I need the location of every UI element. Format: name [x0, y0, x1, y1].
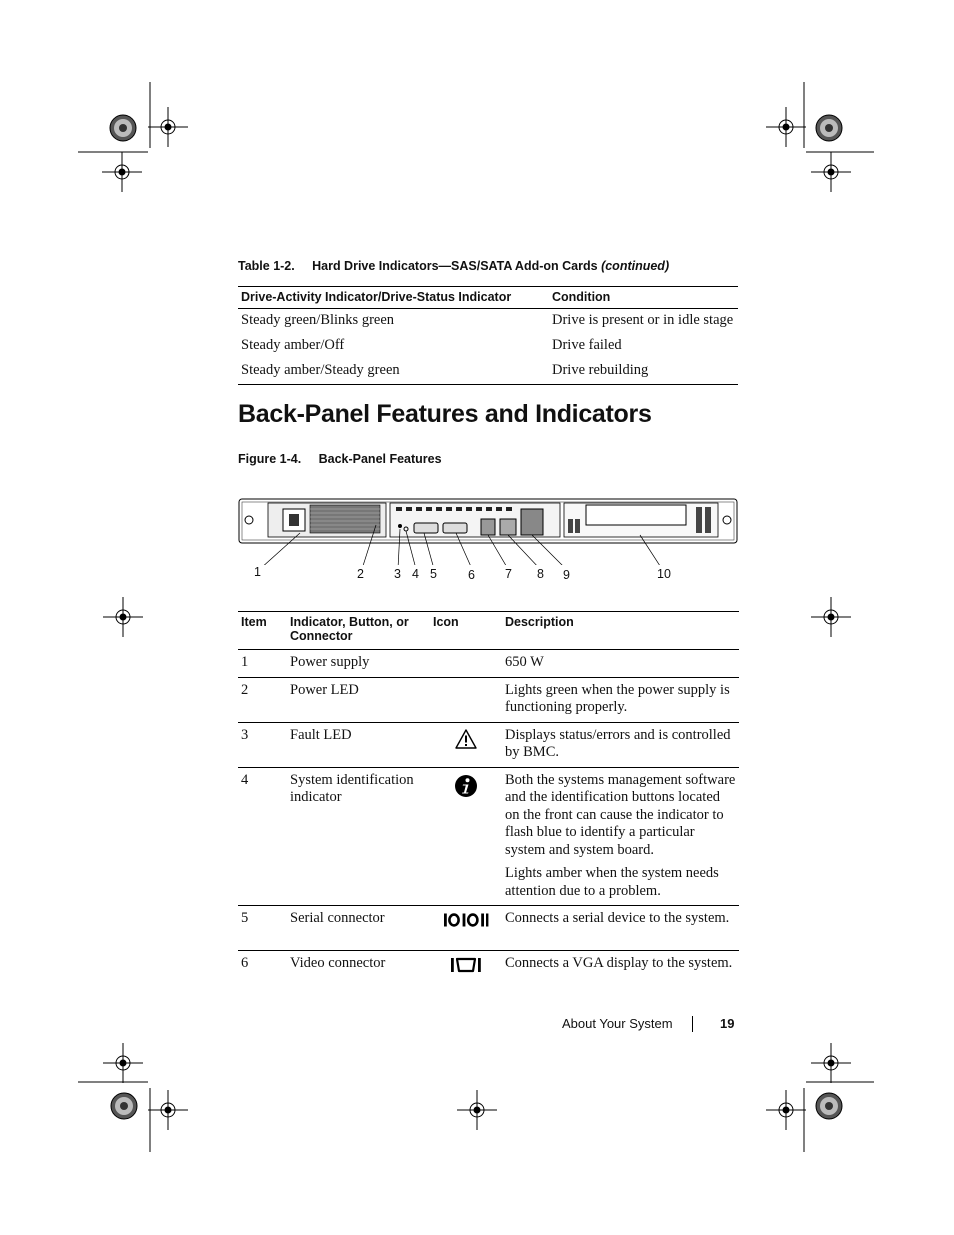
description-text: Connects a VGA display to the system. [505, 954, 733, 971]
figure-label: Figure 1-4. [238, 452, 302, 466]
cell-name: Serial connector [287, 906, 430, 951]
cell-description [502, 677, 739, 722]
cell-description [502, 722, 739, 767]
info-i-icon [454, 774, 478, 798]
drive-indicator-table [238, 286, 738, 385]
callout-label: 3 [394, 567, 401, 581]
cell-item: 2 [238, 677, 287, 722]
cell-indicator: Steady green/Blinks green [241, 312, 395, 328]
table-row [238, 309, 738, 335]
table-title: Hard Drive Indicators—SAS/SATA Add-on Cards [312, 259, 598, 273]
col-header-condition: Condition [549, 287, 738, 309]
table-row [238, 767, 739, 906]
description-text: Lights green when the power supply is functioning properly. [505, 681, 730, 715]
description-text: 650 W [505, 654, 544, 670]
col-header-description: Description [502, 612, 739, 650]
col-header-indicator: Drive-Activity Indicator/Drive-Status Indicator [238, 287, 549, 309]
back-panel-illustration [238, 495, 738, 565]
cell-icon [430, 906, 502, 951]
table-header-row [238, 612, 739, 650]
cell-name: Video connector [290, 954, 386, 971]
cell-icon [430, 950, 502, 983]
callout-label: 5 [430, 567, 437, 581]
table-row [238, 359, 738, 385]
section-heading: Back-Panel Features and Indicators [238, 400, 652, 428]
table-continued: (continued) [601, 259, 670, 273]
back-panel-items-table [238, 611, 739, 983]
serial-ioioi-icon [443, 912, 489, 928]
cell-name: Power supply [287, 650, 430, 678]
description-text: Both the systems management software and the identification buttons located on the front can cause the indicator to flash blue to identify a particular system and system board. [505, 771, 736, 858]
cell-description [502, 650, 739, 678]
col-header-icon: Icon [430, 612, 502, 650]
cell-name: System identification indicator [287, 767, 430, 906]
cell-condition: Drive is present or in idle stage [552, 312, 734, 328]
cell-icon [430, 677, 502, 722]
callout-label: 6 [468, 568, 475, 582]
cell-description [502, 950, 739, 983]
cell-condition: Drive failed [552, 337, 622, 353]
cell-icon [430, 650, 502, 678]
table-row [238, 677, 739, 722]
footer-separator [692, 1016, 693, 1032]
callout-label: 4 [412, 567, 419, 581]
table-row [238, 650, 739, 678]
callout-label: 7 [505, 567, 512, 581]
figure-title: Back-Panel Features [318, 452, 442, 466]
cell-indicator: Steady amber/Off [241, 337, 345, 353]
cell-icon [430, 722, 502, 767]
cell-name: Fault LED [287, 722, 430, 767]
cell-item: 6 [241, 954, 249, 971]
description-text: Connects a serial device to the system. [505, 910, 730, 926]
vga-icon [450, 957, 482, 973]
cell-condition: Drive rebuilding [549, 359, 738, 385]
table-row [238, 722, 739, 767]
table-row [238, 950, 739, 983]
warning-triangle-icon [455, 729, 477, 749]
table-header-row [238, 287, 738, 309]
callout-label: 1 [254, 565, 261, 579]
callout-label: 2 [357, 567, 364, 581]
table-row [238, 906, 739, 951]
cell-description [502, 767, 739, 906]
col-header-indicator: Indicator, Button, or Connector [287, 612, 430, 650]
footer-section-title: About Your System [562, 1016, 673, 1031]
callout-label: 9 [563, 568, 570, 582]
description-text: Lights amber when the system needs attention due to a problem. [505, 865, 719, 899]
col-header-item: Item [238, 612, 287, 650]
description-text: Displays status/errors and is controlled by BMC. [505, 726, 731, 760]
table-caption [238, 259, 669, 273]
figure-caption [238, 452, 442, 466]
cell-icon [430, 767, 502, 906]
cell-item: 5 [238, 906, 287, 951]
table-row [238, 334, 738, 359]
callout-label: 10 [657, 567, 671, 581]
cell-item: 3 [238, 722, 287, 767]
cell-item: 4 [238, 767, 287, 906]
cell-description [502, 906, 739, 951]
callout-label: 8 [537, 567, 544, 581]
cell-indicator: Steady amber/Steady green [238, 359, 549, 385]
page-number: 19 [720, 1016, 735, 1031]
cell-name: Power LED [287, 677, 430, 722]
cell-item: 1 [238, 650, 287, 678]
back-panel-figure [238, 495, 738, 585]
table-label: Table 1-2. [238, 259, 295, 273]
